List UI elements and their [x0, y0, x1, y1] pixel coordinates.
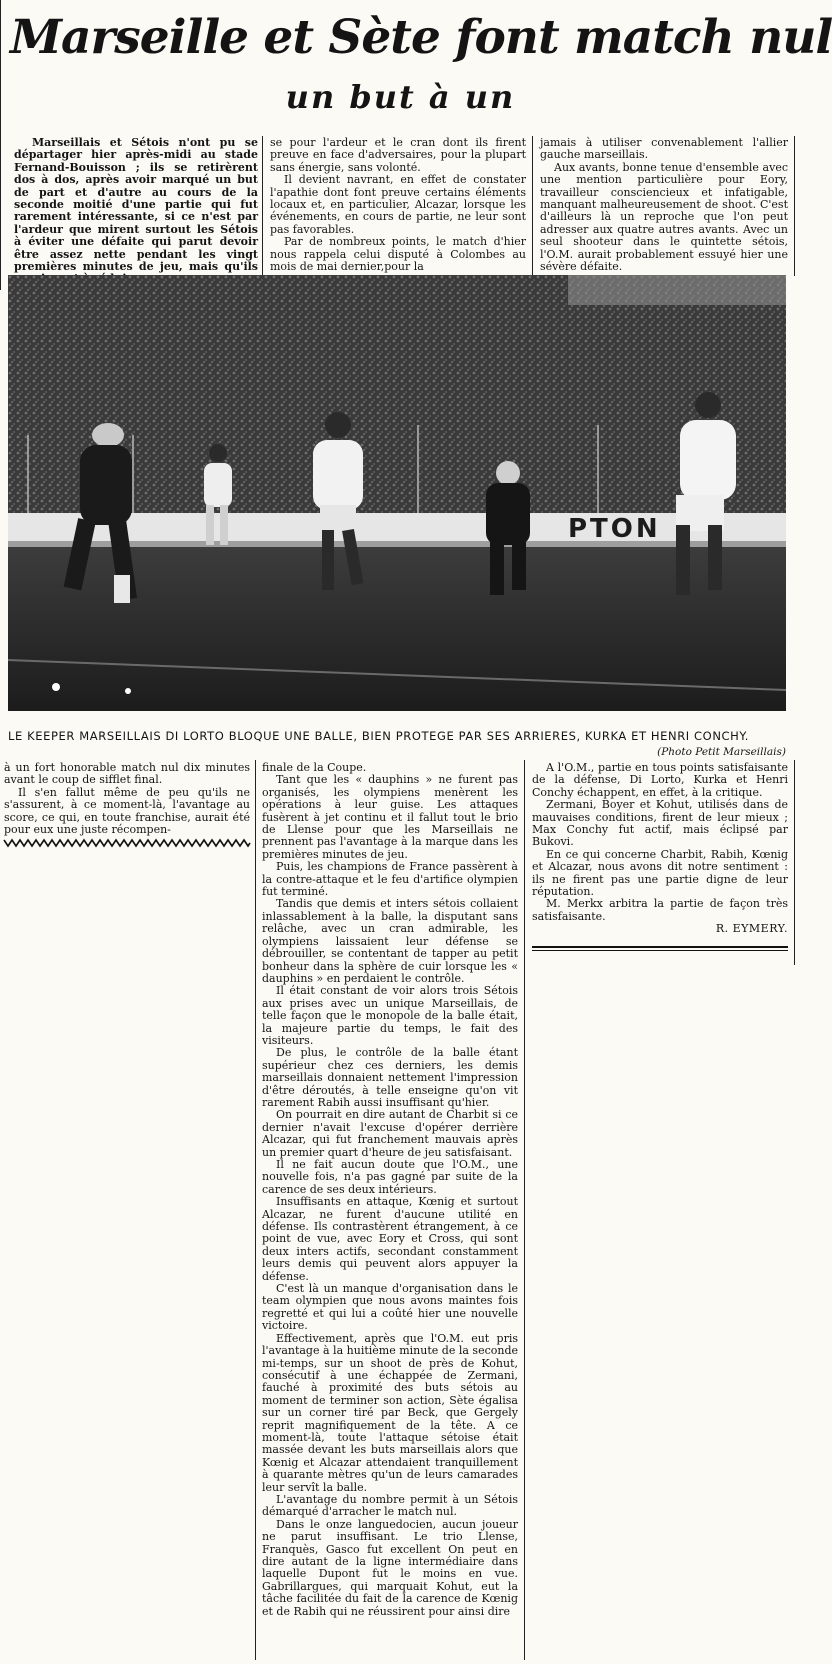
- intro-column-3: [540, 137, 788, 273]
- intro-paragraph: Marseillais et Sétois n'ont pu se départager hier après-midi au stade Fernand-Bouisson ; ils se retirèrent dos à dos, après avoir marqué un but de part et d'autre au cours de la seconde moitié d'une partie qui fut rarement intéressante, si ce n'est par l'ardeur que mirent surtout les Sétois à éviter une défaite qui parut devoir être assez nette pendant les vingt premières minutes de jeu, mais qu'ils: [14, 136, 258, 274]
- match-photo: [8, 275, 786, 711]
- paragraph: Puis, les champions de France passèrent à la contre-attaque et le feu d'artifice olympien fut terminé.: [262, 860, 518, 899]
- lower-column-1: [4, 761, 250, 837]
- intro-column-2: [270, 137, 526, 273]
- subheadline: un but à un: [285, 78, 516, 116]
- paragraph: Zermani, Boyer et Kohut, utilisés dans de mauvaises conditions, firent de leur mieux ; Max Conchy fut actif, mais éclipsé par Bukovi.: [532, 798, 788, 849]
- paragraph: En ce qui concerne Charbit, Rabih, Kœnig et Alcazar, nous avons dit notre sentiment : ils ne firent pas une partie digne de leur réputation.: [532, 847, 788, 899]
- intro-paragraph: Il devient navrant, en effet de constater l'apathie dont font preuve certains éléments locaux et, en particulier, Alcazar, lorsque les événements, en cours de partie, ne leur sont pas favorables.: [270, 173, 526, 236]
- column-rule-right: [794, 136, 795, 276]
- column-rule: [532, 136, 533, 276]
- photo-caption: LE KEEPER MARSEILLAIS DI LORTO BLOQUE UNE BALLE, BIEN PROTEGE PAR SES ARRIERES, KURKA ET HENRI CONCHY.: [8, 729, 749, 743]
- paragraph: Il s'en fallut même de peu qu'ils ne s'assurent, à ce moment-là, l'avantage au score, ce qui, en toute franchise, aurait été pour eux une juste récompen-: [4, 785, 250, 837]
- end-rule: [532, 946, 788, 948]
- paragraph: De plus, le contrôle de la balle étant supérieur chez ces derniers, les demis marseillais donnaient nettement l'impression d'être déroutés, à telle enseigne qu'on vit rarement Rabih aussi insuffisant qu'hier.: [262, 1046, 518, 1109]
- paragraph: Insuffisants en attaque, Kœnig et surtout Alcazar, ne furent d'aucune utilité en défense. Ils contrastèrent étrangement, à ce point de vue, avec Eory et Cross, qui sont deux inters actifs, secondant constamment leurs demis qui peuvent alors appuyer la défense.: [262, 1195, 518, 1283]
- intro-column-1: [14, 137, 258, 273]
- paragraph: à un fort honorable match nul dix minutes avant le coup de sifflet final.: [4, 761, 250, 787]
- paragraph: Dans le onze languedocien, aucun joueur ne parut insuffisant. Le trio Llense, Franquès, Gasco fut excellent On peut en dire autant de la ligne intermédiaire dans laquelle Dupont fut le moins en vue. Gabrillargues, qui marquait Kohut, eut la tâche facilitée du fait de la carence de Kœnig et de Rabih qui ne réussirent pour ainsi dire: [262, 1517, 518, 1618]
- end-rule: [532, 950, 788, 951]
- column-rule: [524, 760, 525, 1660]
- paragraph: Tant que les « dauphins » ne furent pas organisés, les olympiens menèrent les opérations à leur guise. Les attaques fusèrent à jet continu et il fallut tout le brio de Llense pour que les Marseillais ne prennent pas l'avantage à la marque dans les premières minutes de jeu.: [262, 773, 518, 861]
- photo-credit: (Photo Petit Marseillais): [657, 746, 786, 758]
- paragraph: C'est là un manque d'organisation dans le team olympien que nous avons maintes fois regretté et qui lui a coûté hier une nouvelle victoire.: [262, 1282, 518, 1333]
- column-rule: [262, 136, 263, 276]
- paragraph: Tandis que demis et inters sétois collaient inlassablement à la balle, la disputant sans relâche, avec un cran admirable, les olympiens laissaient leur défense se débrouiller, se contentant de tapper au petit bonheur dans la sphère de cuir lorsque les « dauphins » en perdaient le contrôle.: [262, 897, 518, 985]
- author-signature: R. EYMERY.: [715, 922, 788, 936]
- paragraph: Il était constant de voir alors trois Sétois aux prises avec un unique Marseillais, de telle façon que le monopole de la balle était, la majeure partie du temps, le fait des visiteurs.: [262, 984, 518, 1047]
- paragraph: On pourrait en dire autant de Charbit si ce dernier n'avait l'excuse d'opérer derrière Alcazar, qui fut franchement mauvais après un premier quart d'heure de jeu satisfaisant.: [262, 1108, 518, 1159]
- end-ornament: [4, 838, 250, 848]
- intro-paragraph: jamais à utiliser convenablement l'allier gauche marseillais.: [540, 136, 788, 162]
- column-rule-right: [794, 760, 795, 965]
- lower-column-2: [262, 762, 518, 1658]
- banner-text: PTON: [568, 514, 661, 544]
- match-photo-image: [8, 275, 786, 711]
- headline: Marseille et Sète font match nul: [10, 10, 832, 65]
- paragraph: Effectivement, après que l'O.M. eut pris l'avantage à la huitième minute de la seconde mi-temps, sur un shoot de près de Kohut, consécutif à une échappée de Zermani, fauché à proximité des buts sétois au moment de terminer son action, Sète égalisa sur un corner tiré par Beck, que Gergely reprit magnifiquement de la tête. A ce moment-là, toute l'attaque sétoise était massée devant les buts marseillais alors que Kœnig et Alcazar attendaient tranquillement à quarante mètres qu'un de leurs camarades leur servît la balle.: [262, 1331, 518, 1494]
- intro-paragraph: se pour l'ardeur et le cran dont ils firent preuve en face d'adversaires, pour la plupart sans énergie, sans volonté.: [270, 136, 526, 174]
- paragraph: M. Merkx arbitra la partie de façon très satisfaisante.: [532, 897, 788, 923]
- paragraph: finale de la Coupe.: [262, 761, 367, 774]
- column-rule-left: [0, 0, 1, 290]
- paragraph: L'avantage du nombre permit à un Sétois démarqué d'arracher le match nul.: [262, 1492, 518, 1519]
- paragraph: Il ne fait aucun doute que l'O.M., une nouvelle fois, n'a pas gagné par suite de la carence de ses deux intérieurs.: [262, 1158, 518, 1196]
- lower-column-3: [532, 762, 788, 942]
- column-rule: [255, 760, 256, 1660]
- intro-paragraph: Par de nombreux points, le match d'hier nous rappela celui disputé à Colombes au mois de mai dernier,pour la: [270, 235, 526, 274]
- paragraph: A l'O.M., partie en tous points satisfaisante de la défense, Di Lorto, Kurka et Henri Conchy échappent, en effet, à la critique.: [532, 761, 788, 799]
- intro-paragraph: Aux avants, bonne tenue d'ensemble avec une mention particulière pour Eory, travailleur consciencieux et infatigable, manquant malheureusement de shoot. C'est d'ailleurs là un reproche que l'on peut adresser aux quatre autres avants. Avec un seul shooteur dans le quintette sétois, l'O.M. aurait probablement essuyé hier une sévère défaite.: [540, 160, 788, 274]
